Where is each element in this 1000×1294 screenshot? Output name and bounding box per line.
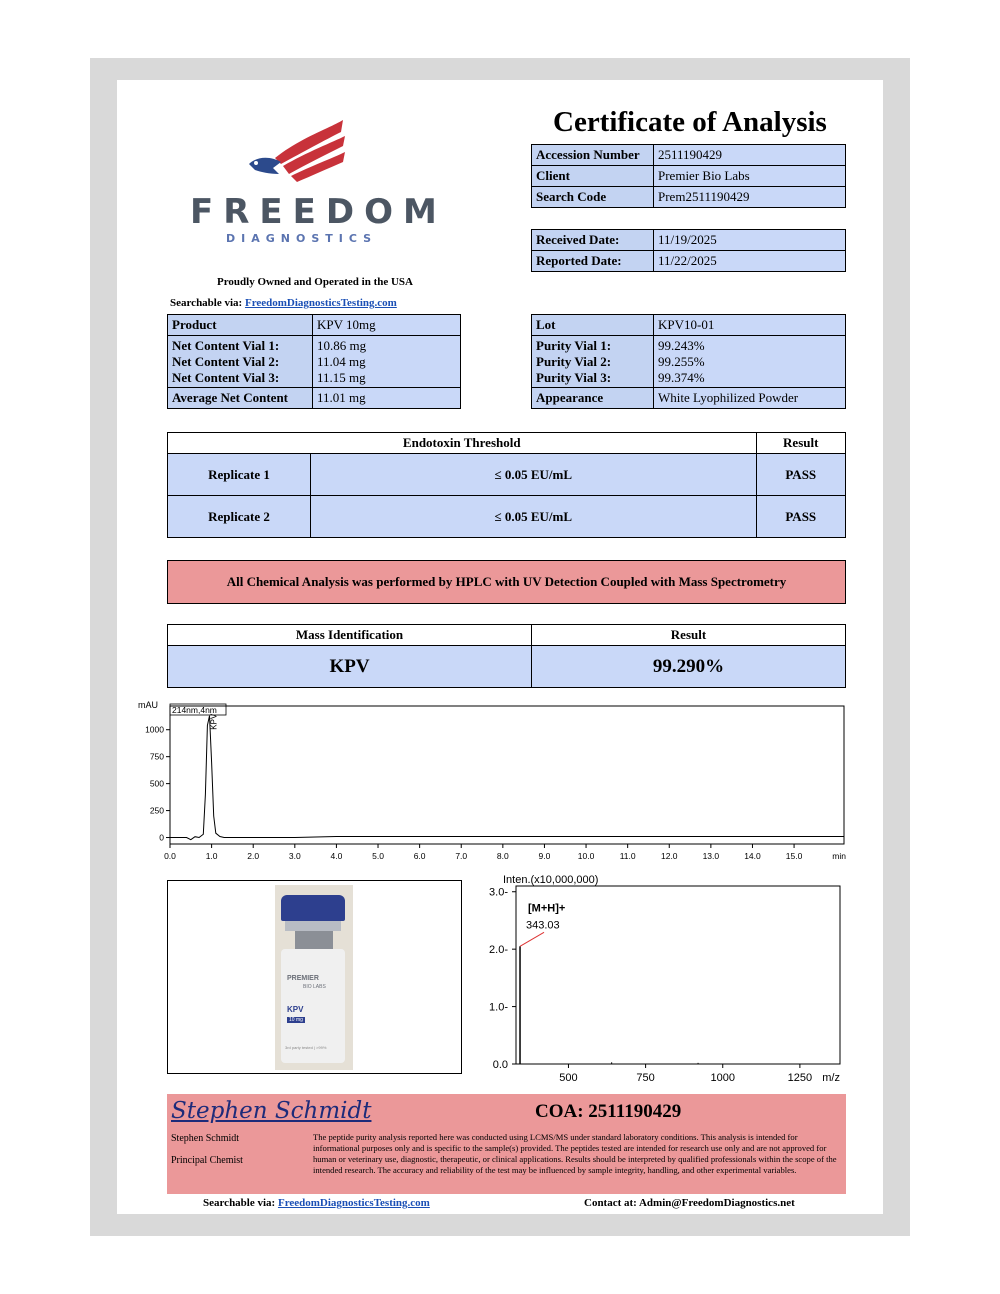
accession-table [531,144,846,208]
vial3-value: 11.15 mg [317,369,366,385]
replicate-1-name: Replicate 1 [168,454,311,496]
replicate-2-name: Replicate 2 [168,496,311,538]
vial-brand: PREMIER [287,975,319,982]
purity2-label: Purity Vial 2: [536,353,612,369]
hplc-x-label: min [832,851,846,861]
purity1-label: Purity Vial 1: [536,337,612,353]
hplc-y-tick-label: 750 [149,751,164,762]
mass-id-header: Mass Identification [168,625,532,646]
hplc-x-tick-label: 1.0 [205,851,218,861]
replicate-1-result: PASS [756,454,846,496]
method-banner: All Chemical Analysis was performed by HPLC with UV Detection Coupled with Mass Spectrometry [167,560,846,604]
hplc-x-tick-label: 15.0 [785,851,803,861]
avg-value: 11.01 mg [313,388,461,409]
mass-spectrum [478,872,848,1087]
vial-crimp [285,921,341,931]
product-table [167,314,461,409]
hplc-chromatogram [138,694,853,872]
mass-purity: 99.290% [532,646,846,688]
ms-peak-label: 343.03 [526,919,560,932]
signer-name: Stephen Schmidt [171,1133,240,1144]
mass-id-table [167,624,846,688]
searchable-line [170,297,397,309]
searchable-link[interactable]: FreedomDiagnosticsTesting.com [244,297,397,309]
hplc-x-tick-label: 13.0 [702,851,720,861]
replicate-1-value: ≤ 0.05 EU/mL [311,454,757,496]
vial-photo [275,885,353,1070]
hplc-x-tick-label: 7.0 [455,851,468,861]
ms-y-label: Inten.(x10,000,000) [503,874,599,886]
ms-x-tick-label: 1250 [787,1072,813,1084]
hplc-x-tick-label: 9.0 [538,851,551,861]
ms-y-tick-label: 2.0- [489,944,508,957]
ms-x-label: m/z [822,1072,840,1084]
hplc-trace [170,716,844,840]
endotoxin-table [167,432,846,538]
purity-labels [532,336,654,388]
logo-subtitle: DIAGNOSTICS [226,232,378,245]
appearance-value: White Lyophilized Powder [654,388,846,409]
hplc-y-tick-label: 500 [149,778,164,789]
hplc-x-tick-label: 5.0 [372,851,384,861]
hplc-x-tick-label: 12.0 [660,851,678,861]
dates-table [531,229,846,272]
vial-footer: 3rd party tested | >99% [285,1045,327,1050]
ms-y-tick-label: 1.0- [489,1001,508,1014]
hplc-x-tick-label: 4.0 [330,851,343,861]
received-value: 11/19/2025 [654,230,846,251]
logo-wordmark: FREEDOM [190,192,447,232]
vial-brand-sub: BIO LABS [303,984,326,990]
purity3-value: 99.374% [658,369,705,385]
hplc-y-tick-label: 250 [149,805,164,816]
ms-peak-leader [520,932,544,946]
vial-cap [281,895,345,921]
vial2-value: 11.04 mg [317,353,366,369]
footer-searchable [203,1197,430,1209]
hplc-y-tick-label: 1000 [145,724,164,735]
mass-compound: KPV [168,646,532,688]
hplc-plot-frame [170,706,844,844]
vial-dose: 10 mg [289,1017,303,1023]
signature-block [167,1094,846,1194]
lot-table [531,314,846,409]
product-label: Product [168,315,313,336]
ms-y-tick-label: 3.0- [489,886,508,899]
search-code-value: Prem2511190429 [654,187,846,208]
replicate-2-value: ≤ 0.05 EU/mL [311,496,757,538]
ms-x-tick-label: 1000 [710,1072,735,1084]
footer-searchable-label: Searchable via: [203,1197,276,1209]
page-title: Certificate of Analysis [553,106,827,138]
vial-neck [295,931,333,949]
vial-photo-frame [167,880,462,1074]
reported-value: 11/22/2025 [654,251,846,272]
lot-value: KPV10-01 [654,315,846,336]
purity2-value: 99.255% [658,353,705,369]
mass-result-header: Result [532,625,846,646]
hplc-peak-label: KPV [209,713,219,730]
received-label: Received Date: [532,230,654,251]
coa-number: COA: 2511190429 [535,1101,682,1122]
accession-label: Accession Number [532,145,654,166]
hplc-legend: 214nm,4nm [172,705,217,715]
appearance-label: Appearance [532,388,654,409]
hplc-x-tick-label: 14.0 [744,851,761,861]
ms-annotation: [M+H]+ [528,902,566,915]
ms-x-tick-label: 750 [636,1072,655,1084]
endotoxin-result-header: Result [756,433,846,454]
vial-name: KPV [287,1005,304,1014]
replicate-2-result: PASS [756,496,846,538]
footer-contact: Contact at: Admin@FreedomDiagnostics.net [584,1197,795,1209]
lot-label: Lot [532,315,654,336]
search-code-label: Search Code [532,187,654,208]
hplc-x-tick-label: 11.0 [619,851,636,861]
reported-label: Reported Date: [532,251,654,272]
signer-role: Principal Chemist [171,1155,243,1166]
vial3-label: Net Content Vial 3: [172,369,280,385]
hplc-x-tick-label: 3.0 [288,851,301,861]
hplc-x-tick-label: 8.0 [496,851,509,861]
signature-image: Stephen Schmidt [171,1098,372,1124]
disclaimer-text: The peptide purity analysis reported here was conducted using LCMS/MS under standard laboratory conditions. This analysis is intended for informational purposes only and is specific to the sample(s) provided. The peptides tested are intended for research use only and are not approved for human or veterinary use, diagnostic, therapeutic, or clinical applications. Results should be interpreted by qualified professionals within the scope of the intended research. The accuracy and reliability of the test may be influenced by sample integrity, handling, and other experimental variables. [313,1132,837,1175]
vial1-value: 10.86 mg [317,337,367,353]
vial1-label: Net Content Vial 1: [172,337,280,353]
ms-x-tick-label: 500 [559,1072,578,1084]
purity1-value: 99.243% [658,337,705,353]
hplc-y-label: mAU [138,700,158,710]
net-content-labels [168,336,313,388]
accession-value: 2511190429 [654,145,846,166]
searchable-label: Searchable via: [170,297,243,309]
product-value: KPV 10mg [313,315,461,336]
ms-y-tick-label: 0.0 [492,1059,508,1071]
hplc-x-tick-label: 10.0 [577,851,595,861]
hplc-x-tick-label: 0.0 [164,851,176,861]
footer-searchable-link[interactable]: FreedomDiagnosticsTesting.com [277,1197,430,1209]
avg-label: Average Net Content [168,388,313,409]
vial2-label: Net Content Vial 2: [172,353,280,369]
net-content-values [313,336,461,388]
client-label: Client [532,166,654,187]
tagline: Proudly Owned and Operated in the USA [217,276,413,288]
vial-body [281,949,345,1063]
purity-values [654,336,846,388]
client-value: Premier Bio Labs [654,166,846,187]
hplc-y-tick-label: 0 [159,832,164,843]
hplc-x-tick-label: 2.0 [247,851,260,861]
hplc-x-tick-label: 6.0 [413,851,426,861]
eagle-flag-logo-icon [245,118,355,190]
endotoxin-header: Endotoxin Threshold [168,433,757,454]
purity3-label: Purity Vial 3: [536,369,612,385]
